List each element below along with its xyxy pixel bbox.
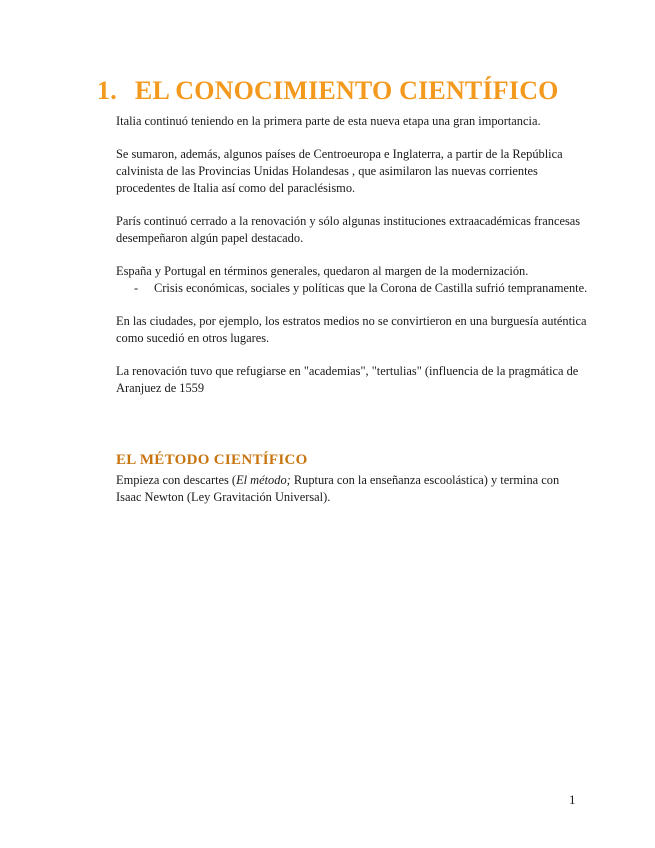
- method-paragraph: [116, 472, 586, 506]
- paragraph-italia: Italia continuó teniendo en la primera parte de esta nueva etapa una gran importancia.: [116, 114, 541, 128]
- paragraph-renovacion: La renovación tuvo que refugiarse en "academias", "tertulias" (influencia de la pragmática de Aranjuez de 1559: [116, 364, 579, 395]
- title-number: 1.: [97, 76, 117, 105]
- section-heading: EL MÉTODO CIENTÍFICO: [116, 452, 308, 468]
- bullet-list: [116, 280, 596, 297]
- title-text: EL CONOCIMIENTO CIENTÍFICO: [134, 76, 559, 105]
- body-text: [116, 113, 596, 413]
- method-italic-title: El método;: [236, 473, 291, 487]
- list-item: [116, 280, 596, 297]
- dash-marker: -: [134, 281, 139, 295]
- method-section: [116, 472, 586, 506]
- method-text-start: Empieza con descartes (: [116, 473, 237, 487]
- paragraph-ciudades: En las ciudades, por ejemplo, los estratos medios no se convirtieron en una burguesía auténtica como sucedió en otros lugares.: [116, 314, 587, 345]
- list-item-text: Crisis económicas, sociales y políticas que la Corona de Castilla sufrió tempranamente.: [154, 281, 588, 295]
- paragraph-espana: España y Portugal en términos generales, quedaron al margen de la modernización.: [116, 264, 529, 278]
- page-title: [97, 76, 559, 106]
- paragraph-paris: París continuó cerrado a la renovación y sólo algunas instituciones extraacadémicas francesas desempeñaron algún papel destacado.: [116, 214, 581, 245]
- paragraph-centroeuropa: Se sumaron, además, algunos países de Centroeuropa e Inglaterra, a partir de la República calvinista de las Provincias Unidas Holandesas , que asimilaron las nuevas corrientes procedentes de Italia así como del paraclésismo.: [116, 147, 563, 195]
- method-text-end: Ruptura con la enseñanza escoolástica) y termina con Isaac Newton (Ley Gravitación Universal).: [116, 473, 560, 504]
- page-number: 1: [569, 792, 576, 807]
